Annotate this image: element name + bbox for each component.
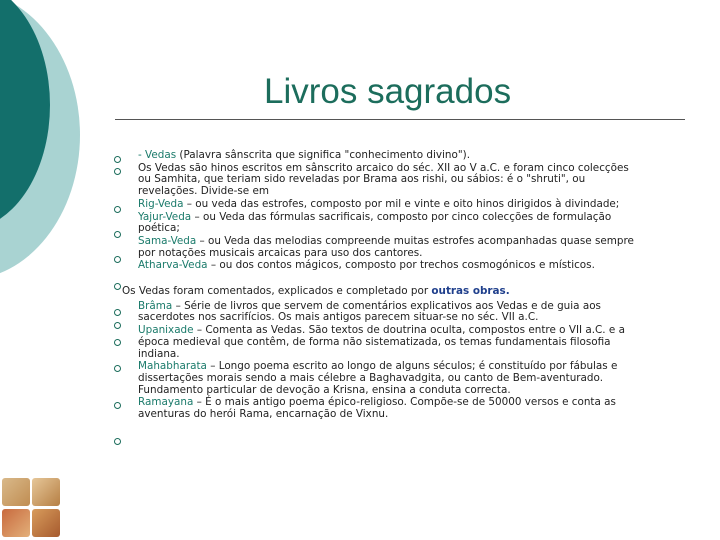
paragraph-ramayana <box>122 397 642 420</box>
manuscript-image <box>2 478 30 506</box>
term-ramayana: Ramayana <box>138 396 194 409</box>
term-upanixade: Upanixade <box>138 324 194 337</box>
bullet-column <box>0 0 120 540</box>
paragraph-text: – ou Veda das fórmulas sacrificais, composto por cinco colecções de formulação poética; <box>138 210 612 235</box>
paragraph-text: – É o mais antigo poema épico-religioso. Compõe-se de 50000 versos e conta as aventuras do herói Rama, encarnação de Vixnu. <box>138 396 616 421</box>
title-divider <box>115 119 685 120</box>
paragraph-upanixade <box>122 325 642 360</box>
term-brama: Brâma <box>138 299 173 312</box>
paragraph-atharva-veda <box>122 260 642 272</box>
bullet-icon <box>114 402 121 409</box>
term-atharva-veda: Atharva-Veda <box>138 259 208 272</box>
paragraph-brama <box>122 301 642 324</box>
bullet-icon <box>114 339 121 346</box>
paragraph-text: Os Vedas foram comentados, explicados e completado por <box>122 285 432 298</box>
bullet-icon <box>114 156 121 163</box>
bullet-icon <box>114 206 121 213</box>
bullet-icon <box>114 231 121 238</box>
paragraph-text: Os Vedas são hinos escritos em sânscrito arcaico do séc. XII ao V a.C. e foram cinco colecções ou Samhita, que teriam sido reveladas por Brama aos rishi, ou sábios: é o "shruti", ou revelações. Divide-se em <box>138 161 629 198</box>
term-yajur-veda: Yajur-Veda <box>138 210 192 223</box>
paragraph-mahabharata <box>122 361 642 396</box>
paragraph-vedas <box>122 150 642 162</box>
term-mahabharata: Mahabharata <box>138 360 207 373</box>
paragraph-text: – Série de livros que servem de comentários explicativos aos Vedas e de guia aos sacerdotes nos sacrifícios. Os mais antigos parecem situar-se no séc. VII a.C. <box>138 299 601 324</box>
manuscript-image <box>32 478 60 506</box>
paragraph-yajur-veda <box>122 212 642 235</box>
bullet-icon <box>114 322 121 329</box>
bullet-icon <box>114 365 121 372</box>
bullet-icon <box>114 283 121 290</box>
paragraph-empty <box>122 273 642 285</box>
term-outras-obras: outras obras. <box>431 285 510 298</box>
paragraph-text: – Comenta as Vedas. São textos de doutrina oculta, compostos entre o VII a.C. e a época medieval que contêm, de forma não sistematizada, os temas fundamentais filosofia indiana. <box>138 324 625 360</box>
paragraph-rig-veda <box>122 199 642 211</box>
bullet-icon <box>114 438 121 445</box>
paragraph-vedas-description <box>122 163 642 198</box>
term-rig-veda: Rig-Veda <box>138 197 184 210</box>
manuscript-image <box>32 509 60 537</box>
term-vedas: - Vedas <box>138 149 177 161</box>
bullet-icon <box>114 256 121 263</box>
paragraph-text: – ou Veda das melodias compreende muitas estrofes acompanhadas quase sempre por notações musicais arcaicas para uso dos cantores. <box>138 234 634 259</box>
content-list <box>122 150 642 421</box>
manuscript-image <box>2 509 30 537</box>
term-sama-veda: Sama-Veda <box>138 234 197 247</box>
paragraph-text: (Palavra sânscrita que significa "conhecimento divino"). <box>176 149 471 161</box>
paragraph-sama-veda <box>122 236 642 259</box>
manuscript-images <box>0 476 62 540</box>
bullet-icon <box>114 168 121 175</box>
paragraph-text: – Longo poema escrito ao longo de alguns séculos; é constituído por fábulas e dissertações morais sendo a mais célebre a Baghavadgita, ou canto de Bem-aventurado. Fundamento particular de devoção a Krisna, ensina a conduta correcta. <box>138 360 618 396</box>
paragraph-text: – ou veda das estrofes, composto por mil e vinte e oito hinos dirigidos à divindade; <box>183 197 620 210</box>
bullet-icon <box>114 309 121 316</box>
page-title: Livros sagrados <box>264 72 512 111</box>
paragraph-commentaries-intro <box>122 286 642 298</box>
paragraph-text: – ou dos contos mágicos, composto por trechos cosmogónicos e místicos. <box>207 259 595 272</box>
